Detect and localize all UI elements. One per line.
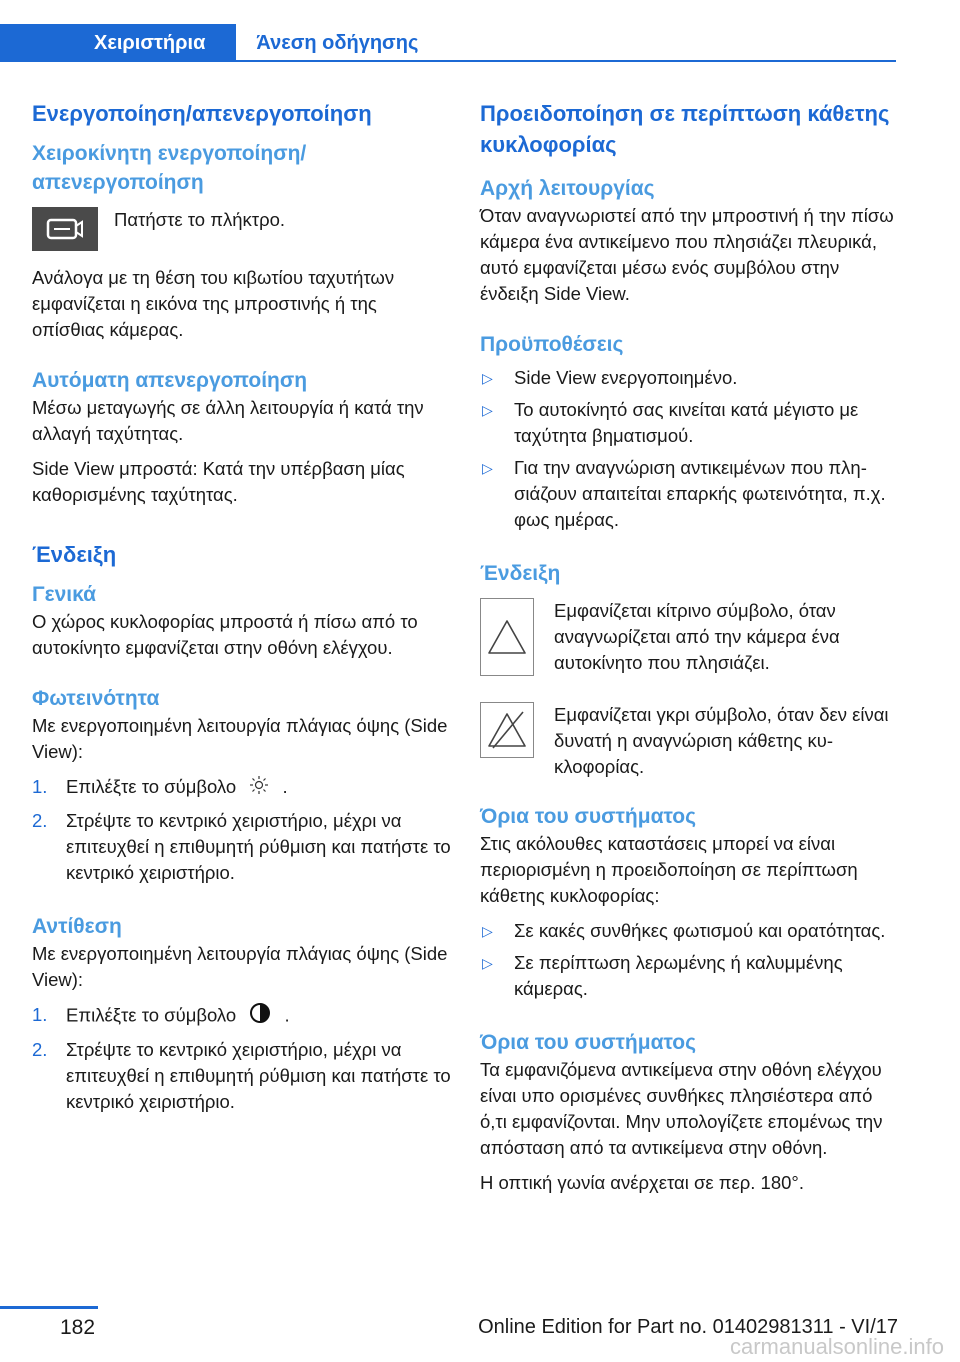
limits-paragraph-2: Τα εμφανιζόμενα αντικείμενα στην οθόνη ελέγχου είναι υπο ορισμένες συνθήκες πλησιέστερα από ό,τι εμφανίζονται. Μην υπολογίζετε επομένως την απόσταση από τα αντικείμενα στην οθόνη. bbox=[480, 1059, 883, 1158]
edition-note: Online Edition for Part no. 01402981311 - VI/17 bbox=[478, 1316, 898, 1338]
list-item: ▷ Σε κακές συνθήκες φωτισμού και ορατότητας. bbox=[482, 920, 886, 941]
heading-manual: Χειροκίνητη ενεργοποίηση/απενεργοποίηση bbox=[32, 142, 307, 194]
list-item: ▷ Side View ενεργοποιημένο. bbox=[482, 367, 738, 388]
brightness-paragraph: Με ενεργοποιημένη λειτουργία πλάγιας όψης (Side View): bbox=[32, 715, 448, 762]
auto-off-paragraph-1: Μέσω μεταγωγής σε άλλη λειτουργία ή κατά την αλλαγή ταχύτητας. bbox=[32, 397, 424, 444]
warning-triangle-crossed-icon bbox=[480, 702, 534, 758]
header-rule bbox=[224, 60, 896, 62]
list-item: ▷ Για την αναγνώριση αντικειμένων που πλησιάζουν απαιτείται επαρκής φωτεινότητα, π.χ. φως ημέρας. bbox=[482, 457, 886, 530]
gear-paragraph: Ανάλογα με τη θέση του κιβωτίου ταχυτήτων εμφανίζεται η εικόνα της μπροστινής ή της οπίσθιας κάμερας. bbox=[32, 267, 395, 340]
heading-prerequisites: Προϋποθέσεις bbox=[480, 333, 624, 356]
list-item: 2. Στρέψτε το κεντρικό χειριστήριο, μέχρι να επιτευχθεί η επιθυμητή ρύθμιση και πατήστε το κεντρικό χειριστήριο. bbox=[32, 1038, 451, 1112]
sun-icon bbox=[249, 775, 269, 802]
heading-display-right: Ένδειξη bbox=[480, 562, 561, 585]
grey-symbol-text: Εμφανίζεται γκρι σύμβολο, όταν δεν είναι δυνατή η αναγνώριση κάθετης κυκλοφορίας. bbox=[554, 704, 889, 777]
warning-triangle-icon bbox=[480, 598, 534, 676]
contrast-icon bbox=[249, 1002, 271, 1031]
footer-rule bbox=[0, 1306, 98, 1309]
heading-auto-off: Αυτόματη απενεργοποίηση bbox=[32, 369, 308, 392]
grey-symbol-row bbox=[480, 702, 900, 780]
camera-button-icon bbox=[32, 207, 98, 251]
yellow-symbol-text: Εμφανίζεται κίτρινο σύμβολο, όταν αναγνωρίζεται από την κάμερα ένα αυτοκίνητο που πλησιάζει. bbox=[554, 600, 840, 673]
heading-cross-traffic: Προειδοποίηση σε περίπτωση κάθετης κυκλοφορίας bbox=[480, 101, 890, 157]
heading-brightness: Φωτεινότητα bbox=[32, 687, 160, 710]
right-column bbox=[480, 98, 900, 1205]
heading-contrast: Αντίθεση bbox=[32, 914, 122, 938]
heading-general: Γενικά bbox=[32, 583, 97, 606]
list-item: ▷ Το αυτοκίνητό σας κινείται κατά μέγιστο με ταχύτητα βηματισμού. bbox=[482, 399, 859, 446]
prerequisites-list bbox=[480, 365, 900, 533]
auto-off-paragraph-2: Side View μπροστά: Κατά την υπέρβαση μίας καθορισμένης ταχύτητας. bbox=[32, 458, 405, 505]
contrast-paragraph: Με ενεργοποιημένη λειτουργία πλάγιας όψης (Side View): bbox=[32, 942, 448, 990]
list-item: 1. Επιλέξτε το σύμβολο . bbox=[32, 1002, 452, 1031]
tab-controls[interactable]: Χειριστήρια bbox=[0, 24, 236, 62]
press-button-text: Πατήστε το πλήκτρο. bbox=[114, 209, 286, 230]
heading-limits-2: Όρια του συστήματος bbox=[480, 1031, 697, 1054]
list-item: ▷ Σε περίπτωση λερωμένης ή καλυμμένης κάμερας. bbox=[482, 952, 843, 999]
view-angle-paragraph: Η οπτική γωνία ανέρχεται σε περ. 180°. bbox=[480, 1172, 804, 1193]
yellow-symbol-row bbox=[480, 598, 900, 676]
limits-list bbox=[480, 918, 900, 1002]
heading-activation: Ενεργοποίηση/απενεργοποίηση bbox=[32, 101, 372, 126]
general-paragraph: Ο χώρος κυκλοφορίας μπροστά ή πίσω από το αυτοκίνητο εμφανίζεται στην οθόνη ελέγχου. bbox=[32, 611, 418, 658]
contrast-steps bbox=[32, 1002, 452, 1115]
list-item: 2. Στρέψτε το κεντρικό χειριστήριο, μέχρι να επιτευχθεί η επιθυμητή ρύθμιση και πατήστε το κεντρικό χειριστήριο. bbox=[32, 809, 451, 883]
press-button-row bbox=[32, 207, 452, 251]
page-number: 182 bbox=[60, 1316, 96, 1339]
list-item: 1. Επιλέξτε το σύμβολο . bbox=[32, 774, 452, 802]
watermark: carmanualsonline.info bbox=[729, 1334, 944, 1359]
heading-display: Ένδειξη bbox=[32, 542, 117, 567]
heading-principle: Αρχή λειτουργίας bbox=[480, 177, 655, 200]
header-tabs bbox=[0, 24, 438, 62]
limits-paragraph-1: Στις ακόλουθες καταστάσεις μπορεί να είναι περιορισμένη η προειδοποίηση σε περίπτωση κάθετης κυκλοφορίας: bbox=[480, 833, 858, 906]
tab-driving-comfort[interactable]: Άνεση οδήγησης bbox=[256, 32, 419, 54]
heading-limits-1: Όρια του συστήματος bbox=[480, 805, 697, 828]
left-column bbox=[32, 98, 452, 1127]
brightness-steps bbox=[32, 774, 452, 886]
principle-paragraph: Όταν αναγνωριστεί από την μπροστινή ή την πίσω κάμερα ένα αντικείμενο που πλησιάζει πλευρικά, αυτό εμφανίζεται μέσω ενός συμβόλου στην ένδειξη Side View. bbox=[480, 205, 894, 304]
